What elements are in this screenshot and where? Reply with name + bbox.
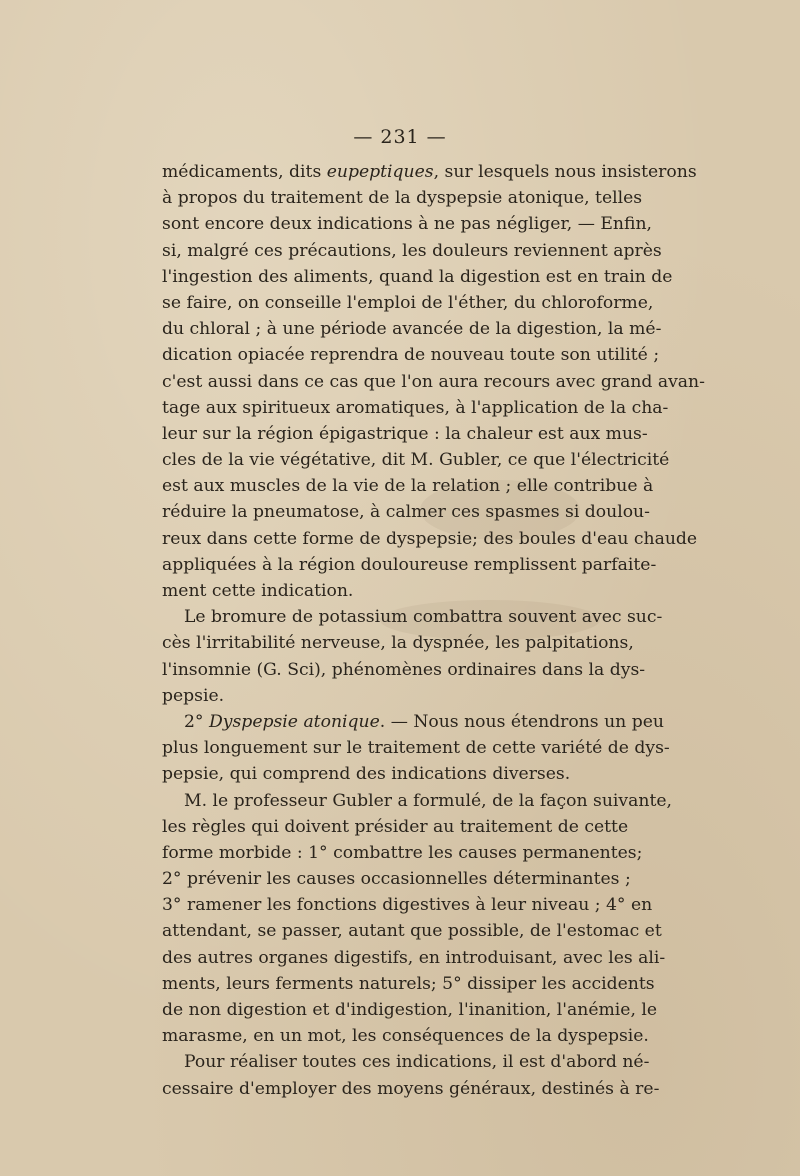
text-line: plus longuement sur le traitement de cette variété de dys- bbox=[162, 738, 670, 759]
text-line: Le bromure de potassium combattra souvent avec suc- bbox=[184, 607, 663, 628]
text-line: réduire la pneumatose, à calmer ces spasmes si doulou- bbox=[162, 502, 650, 523]
text-line: des autres organes digestifs, en introduisant, avec les ali- bbox=[162, 947, 666, 968]
body-text bbox=[162, 159, 705, 1102]
text-line: à propos du traitement de la dyspepsie atonique, telles bbox=[162, 188, 643, 209]
text-line: reux dans cette forme de dyspepsie; des boules d'eau chaude bbox=[162, 528, 698, 549]
text-line: pepsie, qui comprend des indications diverses. bbox=[162, 764, 571, 785]
text-line: du chloral ; à une période avancée de la digestion, la mé- bbox=[162, 319, 662, 340]
text-line: marasme, en un mot, les conséquences de la dyspepsie. bbox=[162, 1026, 649, 1047]
text-line: est aux muscles de la vie de la relation ; elle contribue à bbox=[162, 476, 654, 497]
text-line: se faire, on conseille l'emploi de l'éther, du chloroforme, bbox=[162, 292, 654, 313]
text-line: sont encore deux indications à ne pas négliger, — Enfin, bbox=[162, 214, 652, 235]
text-line: tage aux spiritueux aromatiques, à l'application de la cha- bbox=[162, 397, 669, 418]
text-line: forme morbide : 1° combattre les causes permanentes; bbox=[162, 842, 643, 863]
text-line: ments, leurs ferments naturels; 5° dissiper les accidents bbox=[162, 973, 655, 994]
text-line bbox=[162, 709, 664, 735]
italic-term: Dyspepsie atonique bbox=[209, 711, 380, 732]
text-line: pepsie. bbox=[162, 685, 225, 706]
text-run: 2° bbox=[184, 711, 209, 732]
italic-term: eupeptiques bbox=[326, 162, 434, 182]
text-line: ment cette indication. bbox=[162, 581, 354, 601]
text-line: cès l'irritabilité nerveuse, la dyspnée, les palpitations, bbox=[162, 633, 634, 654]
text-run: , sur lesquels nous insisterons bbox=[433, 162, 697, 182]
text-line: attendant, se passer, autant que possible, de l'estomac et bbox=[162, 921, 662, 942]
text-line: cles de la vie végétative, dit M. Gubler, ce que l'électricité bbox=[162, 450, 670, 471]
text-line: leur sur la région épigastrique : la chaleur est aux mus- bbox=[162, 423, 648, 444]
text-run: médicaments, dits bbox=[162, 162, 327, 182]
text-line: M. le professeur Gubler a formulé, de la façon suivante, bbox=[184, 790, 672, 811]
text-line: c'est aussi dans ce cas que l'on aura recours avec grand avan- bbox=[162, 371, 705, 392]
text-line: 3° ramener les fonctions digestives à leur niveau ; 4° en bbox=[162, 895, 653, 916]
text-line: Pour réaliser toutes ces indications, il est d'abord né- bbox=[184, 1052, 650, 1073]
text-run: . — Nous nous étendrons un peu bbox=[379, 711, 664, 732]
text-line: dication opiacée reprendra de nouveau toute son utilité ; bbox=[162, 345, 660, 366]
text-line: les règles qui doivent présider au traitement de cette bbox=[162, 816, 629, 837]
text-line bbox=[162, 159, 697, 185]
text-line: cessaire d'employer des moyens généraux, destinés à re- bbox=[162, 1078, 660, 1099]
text-line: l'ingestion des aliments, quand la digestion est en train de bbox=[162, 266, 673, 287]
text-line: 2° prévenir les causes occasionnelles déterminantes ; bbox=[162, 869, 631, 890]
text-line: de non digestion et d'indigestion, l'inanition, l'anémie, le bbox=[162, 1000, 658, 1020]
page-number: — 231 — bbox=[353, 126, 447, 148]
text-line: l'insomnie (G. Sci), phénomènes ordinaires dans la dys- bbox=[162, 659, 646, 680]
text-line: si, malgré ces précautions, les douleurs reviennent après bbox=[162, 240, 662, 261]
text-line: appliquées à la région douloureuse remplissent parfaite- bbox=[162, 554, 657, 575]
